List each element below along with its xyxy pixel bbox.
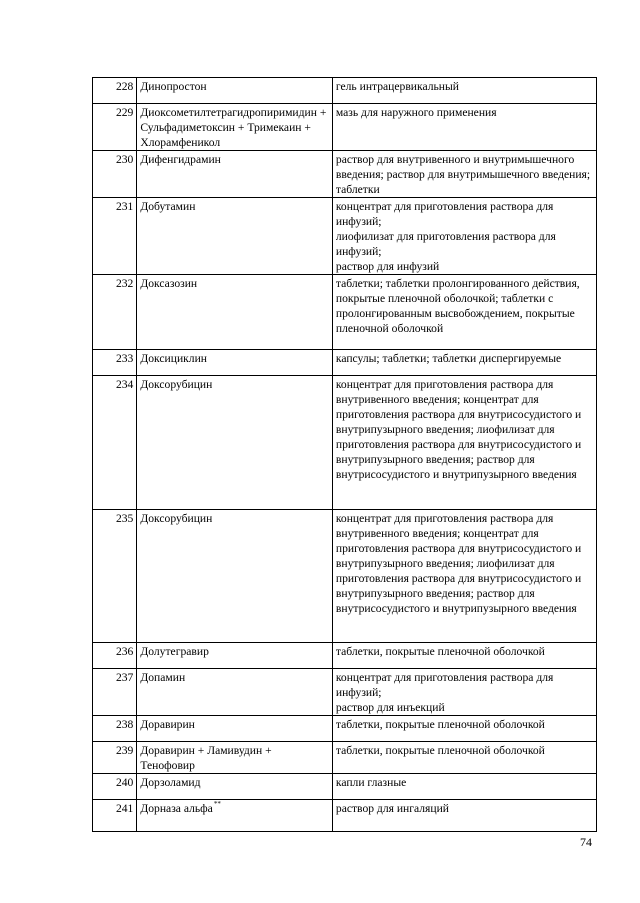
table-row (93, 774, 597, 800)
dosage-form-line: раствор для ингаляций (335, 802, 449, 815)
dosage-form-line: мазь для наружного применения (335, 106, 497, 119)
drug-name-text: Добутамин (140, 200, 196, 213)
table-row (93, 350, 597, 376)
table-row (93, 669, 597, 716)
dosage-form-line: концентрат для приготовления раствора для инфузий; (335, 200, 554, 228)
table-row (93, 198, 597, 275)
dosage-form-line: раствор для инъекций (335, 701, 445, 714)
row-number: 235 (93, 510, 137, 643)
drug-name (137, 78, 333, 104)
drug-name-text: Дорзоламид (140, 776, 201, 789)
drug-name-text: Доксициклин (140, 352, 207, 365)
drug-name (137, 774, 333, 800)
table-row (93, 275, 597, 350)
drug-name (137, 104, 333, 151)
table-row (93, 643, 597, 669)
table-row (93, 376, 597, 510)
row-number: 241 (93, 800, 137, 832)
dosage-form-line: капсулы; таблетки; таблетки диспергируемые (335, 352, 562, 365)
table-row (93, 78, 597, 104)
row-number: 231 (93, 198, 137, 275)
dosage-form (332, 716, 596, 742)
table-row (93, 800, 597, 832)
drug-name (137, 716, 333, 742)
table-row (93, 742, 597, 774)
dosage-form (332, 643, 596, 669)
drug-name (137, 742, 333, 774)
table-row (93, 104, 597, 151)
dosage-form-line: гель интрацервикальный (335, 80, 459, 93)
dosage-form (332, 669, 596, 716)
drug-name-text: Динопростон (140, 80, 207, 93)
dosage-form (332, 275, 596, 350)
dosage-form-line: лиофилизат для приготовления раствора для инфузий; (335, 230, 556, 258)
drug-mark: ** (213, 800, 221, 809)
drug-name-text: Доксорубицин (140, 512, 213, 525)
dosage-form (332, 376, 596, 510)
dosage-form-line: капли глазные (335, 776, 407, 789)
row-number: 229 (93, 104, 137, 151)
row-number: 238 (93, 716, 137, 742)
drug-name-text: Дорназа альфа (140, 802, 213, 815)
drug-name-text: Дифенгидрамин (140, 153, 221, 166)
dosage-form-line: концентрат для приготовления раствора для внутривенного введения; концентрат для приготовления раствора для внутрисосудистого и внутрипузырного введения; лиофилизат для приготовления раствора для внутрисосудистого и внутрипузырного введения; раствор для внутрисосудистого и внутрипузырного введения (335, 512, 582, 615)
drug-name (137, 275, 333, 350)
dosage-form (332, 198, 596, 275)
dosage-form (332, 510, 596, 643)
drug-name-text: Допамин (140, 671, 186, 684)
table-row (93, 716, 597, 742)
drug-name-text: Доравирин (140, 718, 195, 731)
row-number: 237 (93, 669, 137, 716)
drug-name (137, 510, 333, 643)
dosage-form (332, 151, 596, 198)
row-number: 230 (93, 151, 137, 198)
row-number: 240 (93, 774, 137, 800)
dosage-form-line: таблетки, покрытые пленочной оболочкой (335, 744, 545, 757)
drug-name-text: Диоксометилтетрагидропиримидин + Сульфадиметоксин + Тримекаин + Хлорамфеникол (140, 106, 327, 149)
dosage-form-line: концентрат для приготовления раствора для внутривенного введения; концентрат для приготовления раствора для внутрисосудистого и внутрипузырного введения; лиофилизат для приготовления раствора для внутрисосудистого и внутрипузырного введения; раствор для внутрисосудистого и внутрипузырного введения (335, 378, 582, 481)
drug-name-text: Доксазозин (140, 277, 198, 290)
drug-name (137, 669, 333, 716)
drug-table-body (93, 78, 597, 832)
row-number: 228 (93, 78, 137, 104)
drug-name-text: Доксорубицин (140, 378, 213, 391)
row-number: 232 (93, 275, 137, 350)
dosage-form-line: таблетки, покрытые пленочной оболочкой (335, 645, 545, 658)
table-row (93, 510, 597, 643)
dosage-form (332, 742, 596, 774)
row-number: 234 (93, 376, 137, 510)
row-number: 233 (93, 350, 137, 376)
dosage-form (332, 78, 596, 104)
dosage-form (332, 774, 596, 800)
drug-name (137, 643, 333, 669)
drug-table (92, 77, 597, 832)
dosage-form-line: раствор для инфузий (335, 260, 440, 273)
dosage-form-line: таблетки; таблетки пролонгированного действия, покрытые пленочной оболочкой; таблетки с пролонгированным высвобождением, покрытые пленочной оболочкой (335, 277, 580, 335)
drug-name (137, 800, 333, 832)
row-number: 239 (93, 742, 137, 774)
page-number: 74 (580, 835, 592, 849)
drug-name (137, 376, 333, 510)
row-number: 236 (93, 643, 137, 669)
drug-name-text: Доравирин + Ламивудин + Тенофовир (140, 744, 272, 772)
drug-name (137, 151, 333, 198)
dosage-form (332, 800, 596, 832)
drug-name-text: Долутегравир (140, 645, 209, 658)
dosage-form-line: концентрат для приготовления раствора для инфузий; (335, 671, 554, 699)
dosage-form-line: раствор для внутривенного и внутримышечного введения; раствор для внутримышечного введения; таблетки (335, 153, 591, 196)
dosage-form (332, 350, 596, 376)
dosage-form-line: таблетки, покрытые пленочной оболочкой (335, 718, 545, 731)
table-row (93, 151, 597, 198)
drug-name (137, 350, 333, 376)
drug-name (137, 198, 333, 275)
dosage-form (332, 104, 596, 151)
